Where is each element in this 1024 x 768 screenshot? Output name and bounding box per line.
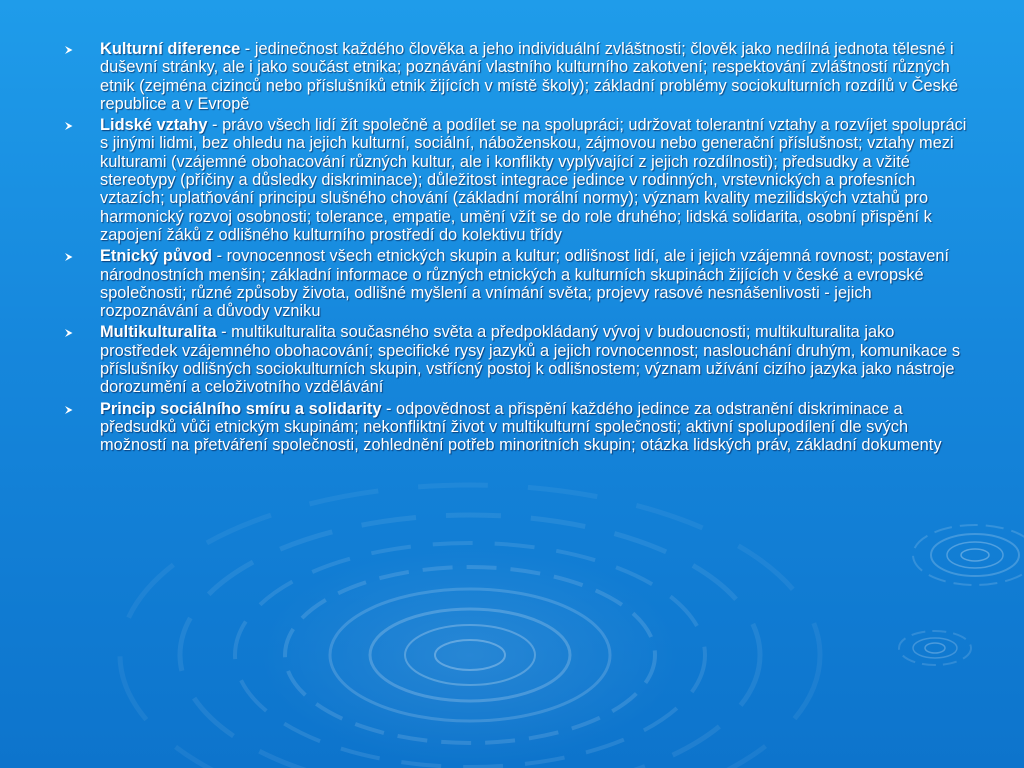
arrow-bullet-icon [64,328,74,338]
bullet-item-kulturni-diference [62,40,972,113]
arrow-bullet-icon [64,252,74,262]
bullet-text: - odpovědnost a přispění každého jedince za odstranění diskriminace a předsudků vůči etnickým skupinám; nekonfliktní život v multikulturní společnosti; aktivní spolupodílení dle svých možností na přetváření společnosti, zohlednění potřeb minoritních skupin; otázka lidských práv, základní dokumenty [100,399,942,455]
bullet-term: Lidské vztahy [100,116,208,135]
bullet-item-etnicky-puvod [62,247,972,320]
bullet-item-multikulturalita [62,323,972,396]
bullet-item-lidske-vztahy [62,116,972,244]
bullet-text: - multikulturalita současného světa a předpokládaný vývoj v budoucnosti; multikulturalita jako prostředek vzájemného obohacování; specifické rysy jazyků a jejich rovnocennost; naslouchání druhým, komunikace s příslušníky odlišných sociokulturních skupin, vstřícný postoj k odlišnostem; význam užívání cizího jazyka jako nástroje dorozumění a celoživotního vzdělávání [100,323,961,397]
slide-content [62,40,972,458]
bullet-term: Princip sociálního smíru a solidarity [100,399,382,418]
arrow-bullet-icon [64,405,74,415]
bullet-text: - právo všech lidí žít společně a podílet se na spolupráci; udržovat tolerantní vztahy a rozvíjet spolupráci s jinými lidmi, bez ohledu na jejich kulturní, sociální, náboženskou, zájmovou nebo generační příslušnost; vztahy mezi kulturami (vzájemné obohacování různých kultur, ale i konflikty vyplývající z jejich rozdílnosti); předsudky a vžité stereotypy (příčiny a důsledky diskriminace); důležitost integrace jedince v rodinných, vrstevnických a profesních vztazích; uplatňování principu slušného chování (základní morální normy); význam kvality mezilidských vztahů pro harmonický rozvoj osobnosti; tolerance, empatie, umění vžít se do role druhého; lidská solidarita, osobní přispění k zapojení žáků z odlišného kulturního prostředí do kolektivu třídy [100,116,967,244]
bullet-list [62,40,972,455]
bullet-term: Multikulturalita [100,323,217,342]
bullet-term: Etnický původ [100,247,213,266]
arrow-bullet-icon [64,45,74,55]
bullet-item-princip-socialniho-smiru [62,400,972,455]
arrow-bullet-icon [64,121,74,131]
bullet-text: - rovnocennost všech etnických skupin a kultur; odlišnost lidí, ale i jejich vzájemná rovnost; postavení národnostních menšin; základní informace o různých etnických a kulturních skupinách žijících v české a evropské společnosti; různé způsoby života, odlišné myšlení a vnímání světa; projevy rasové nesnášenlivosti - jejich rozpoznávání a důvody vzniku [100,247,950,321]
bullet-term: Kulturní diference [100,40,241,58]
bullet-text: - jedinečnost každého člověka a jeho individuální zvláštnosti; člověk jako nedílná jednota tělesné i duševní stránky, ale i jako součást etnika; poznávání vlastního kulturního zakotvení; respektování zvláštností různých etnik (zejména cizinců nebo příslušníků etnik žijících v místě školy); základní problémy sociokulturních rozdílů v České republice a v Evropě [100,40,959,113]
